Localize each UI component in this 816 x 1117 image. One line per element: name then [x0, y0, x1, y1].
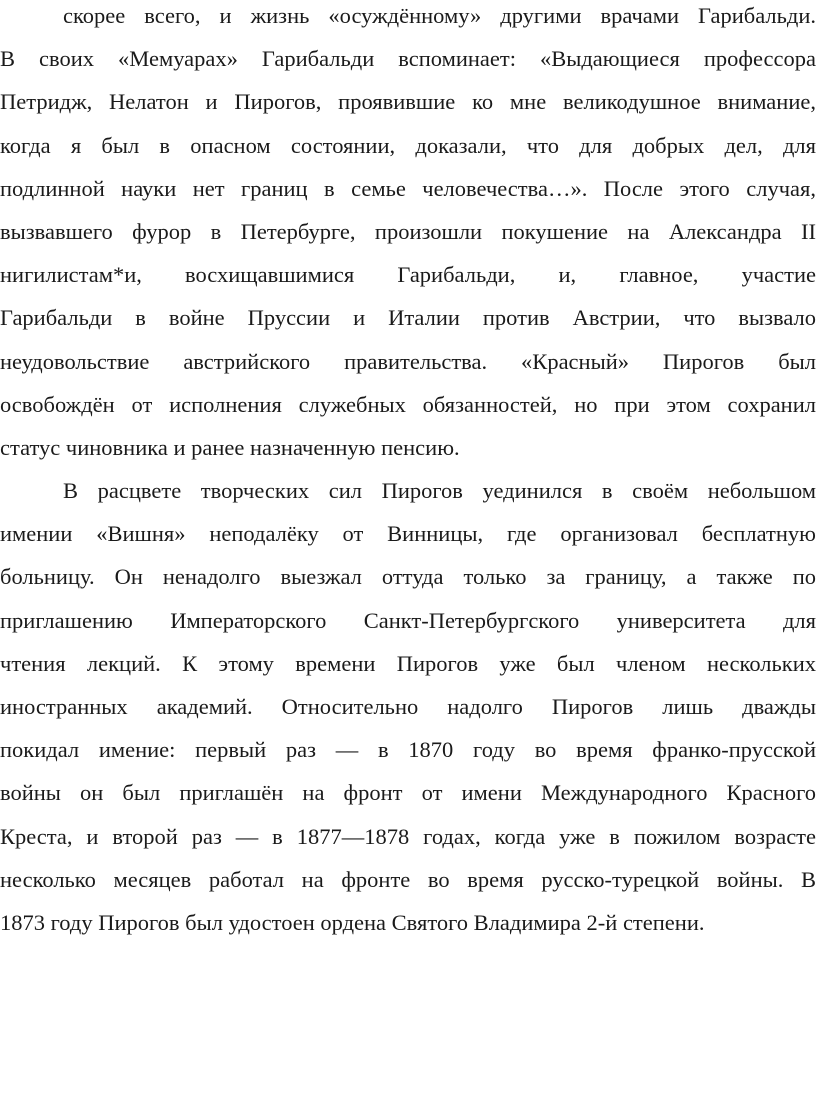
text-line: неудовольствие австрийского правительства. «Красный» Пирогов был: [0, 348, 816, 374]
text-line: статус чиновника и ранее назначенную пенсию.: [0, 434, 460, 460]
text-line: иностранных академий. Относительно надолго Пирогов лишь дважды: [0, 694, 816, 719]
text-line: освобождён от исполнения служебных обязанностей, но при этом сохранил: [0, 391, 816, 417]
text-line: В своих «Мемуарах» Гарибальди вспоминает: «Выдающиеся профессора: [0, 46, 816, 72]
text-line: В расцвете творческих сил Пирогов уединился в своём небольшом: [63, 478, 816, 504]
text-line: 1873 году Пирогов был удостоен ордена Святого Владимира 2-й степени.: [0, 909, 705, 935]
text-line: подлинной науки нет границ в семье человечества…». После этого случая,: [0, 175, 816, 201]
paragraph-1: [0, 0, 816, 469]
text-line: Креста, и второй раз — в 1877—1878 годах, когда уже в пожилом возрасте: [0, 823, 816, 849]
text-line: приглашению Императорского Санкт-Петербургского университета для: [0, 607, 816, 633]
text-line: Гарибальди в войне Пруссии и Италии против Австрии, что вызвало: [0, 305, 816, 331]
text-line: вызвавшего фурор в Петербурге, произошли покушение на Александра II: [0, 218, 816, 244]
text-line: скорее всего, и жизнь «осуждённому» другими врачами Гарибальди.: [63, 3, 816, 28]
paragraph-2: [0, 469, 816, 944]
text-line: войны он был приглашён на фронт от имени Международного Красного: [0, 780, 816, 806]
text-line: нигилистам*и, восхищавшимися Гарибальди, и, главное, участие: [0, 262, 816, 288]
text-line: Петридж, Нелатон и Пирогов, проявившие ко мне великодушное внимание,: [0, 89, 816, 115]
text-line: несколько месяцев работал на фронте во время русско-турецкой войны. В: [0, 866, 816, 892]
text-line: чтения лекций. К этому времени Пирогов уже был членом нескольких: [0, 650, 816, 676]
text-line: когда я был в опасном состоянии, доказали, что для добрых дел, для: [0, 132, 816, 158]
text-line: покидал имение: первый раз — в 1870 году во время франко-прусской: [0, 737, 816, 763]
text-line: имении «Вишня» неподалёку от Винницы, где организовал бесплатную: [0, 521, 816, 547]
text-line: больницу. Он ненадолго выезжал оттуда только за границу, а также по: [0, 564, 816, 590]
